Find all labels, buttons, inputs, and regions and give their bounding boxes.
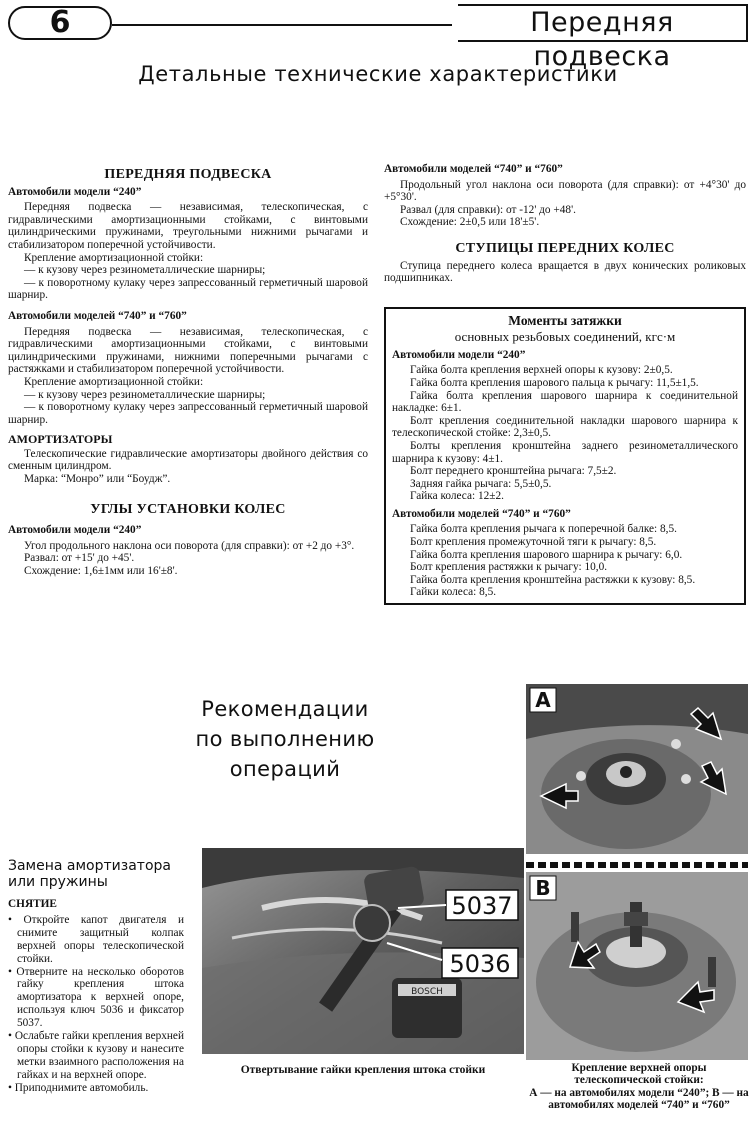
- subheading-240: Автомобили модели “240”: [8, 185, 142, 198]
- recommendations-title-line: операций: [229, 757, 341, 781]
- section-heading-hubs: СТУПИЦЫ ПЕРЕДНИХ КОЛЕС: [455, 240, 675, 256]
- panel-b-label: B: [535, 876, 551, 900]
- paragraph: Угол продольного наклона оси поворота (для справки): от +2 до +3°.: [24, 539, 355, 552]
- paragraph: Развал (для справки): от -12' до +48'.: [400, 203, 576, 216]
- paragraph: Ступица переднего колеса вращается в двух конических роликовых подшипниках.: [384, 259, 746, 285]
- label-5036: 5036: [449, 950, 511, 978]
- torque-item: Гайки колеса: 8,5.: [410, 586, 497, 599]
- paragraph: Крепление амортизационной стойки:: [24, 251, 204, 264]
- torque-item: Гайка колеса: 12±2.: [410, 490, 504, 503]
- subheading-240: Автомобили модели “240”: [8, 524, 142, 537]
- torque-item: Болты крепления кронштейна заднего резинометаллического шарнира к кузову: 4±1.: [392, 439, 738, 465]
- torque-item: Болт крепления соединительной накладки шарового шарнира к телескопической стойке: 2,3±0,5.: [392, 414, 738, 440]
- paragraph: Передняя подвеска — независимая, телескопическая, с гидравлическими амортизационными стойками, с винтовыми цилиндрическими пружинами, треугольными нижними рычагами и стабилизатором поперечной устойчивости.: [8, 201, 368, 251]
- photo-panel-a: [526, 684, 748, 854]
- paragraph: — к кузову через резинометаллические шарниры;: [24, 264, 266, 277]
- torque-title: Моменты затяжки: [508, 312, 622, 328]
- paragraph: — к поворотному кулаку через запрессованный герметичный шаровой шарнир.: [8, 401, 368, 426]
- recommendations-title-line: по выполнению: [195, 727, 375, 751]
- torque-item: Болт переднего кронштейна рычага: 7,5±2.: [410, 465, 617, 478]
- paragraph: Передняя подвеска — независимая, телескопическая, с гидравлическими амортизационными стойками, с винтовыми цилиндрическими пружинами, нижними поперечными рычагами с растяжками и стабилизатором поперечной устойчивости.: [8, 325, 368, 376]
- panel-a-label: A: [535, 688, 551, 712]
- main-photo-caption: Отвертывание гайки крепления штока стойки: [240, 1064, 486, 1076]
- torque-item: Болт крепления растяжки к рычагу: 10,0.: [410, 561, 608, 574]
- subheading-740: Автомобили моделей “740” и “760”: [8, 309, 187, 322]
- right-column: [384, 163, 746, 605]
- removal-subheading: СНЯТИЕ: [8, 898, 57, 910]
- torque-item: Гайка болта крепления шарового шарнира к соединительной накладке: 6±1.: [392, 389, 738, 415]
- torque-subtitle: основных резьбовых соединений, кгс·м: [454, 328, 676, 344]
- panel-separator: [526, 857, 748, 867]
- photo-bosch-text: BOSCH: [411, 987, 443, 997]
- subheading-740: Автомобили моделей “740” и “760”: [392, 507, 571, 520]
- paragraph: Продольный угол наклона оси поворота (для справки): от +4°30' до +5°30'.: [384, 178, 746, 204]
- paragraph: Марка: “Монро” или “Боудж”.: [24, 473, 171, 486]
- recommendations-title: [180, 694, 390, 784]
- section-heading-angles: УГЛЫ УСТАНОВКИ КОЛЕС: [90, 501, 286, 517]
- right-caption-line: Крепление верхней опоры телескопической стойки:: [571, 1062, 707, 1087]
- instruction-bullet: • Отверните на несколько оборотов гайку крепления штока амортизатора к верхней опоре, используя ключ 5036 и фиксатор 5037.: [8, 965, 184, 1030]
- paragraph: Схождение: 1,6±1мм или 16'±8'.: [24, 565, 178, 578]
- replacement-title-line: или пружины: [8, 874, 108, 890]
- torque-item: Гайка болта крепления шарового пальца к рычагу: 11,5±1,5.: [410, 376, 699, 389]
- paragraph: Развал: от +15' до +45'.: [24, 552, 135, 565]
- section-heading-shocks: АМОРТИЗАТОРЫ: [8, 432, 113, 447]
- photo-panel-b: [526, 872, 748, 1060]
- section-heading-suspension: ПЕРЕДНЯЯ ПОДВЕСКА: [104, 167, 272, 182]
- paragraph: — к поворотному кулаку через запрессованный герметичный шаровой шарнир.: [8, 276, 368, 302]
- replacement-title: [8, 858, 184, 890]
- page-title: Детальные технические характеристики: [138, 62, 618, 86]
- torque-item: Гайка болта крепления рычага к поперечной балке: 8,5.: [410, 523, 677, 536]
- torque-item: Болт крепления промежуточной тяги к рычагу: 8,5.: [410, 536, 657, 549]
- right-photo-caption: [528, 1062, 750, 1111]
- paragraph: Схождение: 2±0,5 или 18'±5'.: [400, 216, 540, 229]
- torque-item: Задняя гайка рычага: 5,5±0,5.: [410, 477, 552, 490]
- chapter-title: Передняя подвеска: [458, 4, 748, 42]
- chapter-number: 6: [8, 6, 112, 40]
- torque-item: Гайка болта крепления кронштейна растяжки к кузову: 8,5.: [410, 573, 696, 586]
- paragraph: Крепление амортизационной стойки:: [24, 375, 204, 388]
- replacement-title-line: Замена амортизатора: [8, 858, 171, 874]
- right-caption-line: А — на автомобилях модели “240”; В — на автомобилях моделей “740” и “760”: [529, 1086, 749, 1111]
- torque-item: Гайка болта крепления верхней опоры к кузову: 2±0,5.: [410, 364, 673, 377]
- header-rule: [112, 24, 452, 26]
- subheading-240: Автомобили модели “240”: [392, 348, 526, 361]
- instruction-bullet: • Откройте капот двигателя и снимите защитный колпак верхней опоры телескопической стойки.: [8, 913, 184, 965]
- subheading-740: Автомобили моделей “740” и “760”: [384, 163, 563, 175]
- left-column: [8, 163, 368, 578]
- paragraph: Телескопические гидравлические амортизаторы двойного действия со сменным цилиндром.: [8, 447, 368, 473]
- recommendations-title-line: Рекомендации: [201, 697, 369, 721]
- torque-box: [384, 307, 746, 605]
- torque-item: Гайка болта крепления шарового шарнира к рычагу: 6,0.: [410, 548, 683, 561]
- instruction-bullet: • Ослабьте гайки крепления верхней опоры стойки к кузову и нанесите метки взаимного расположения на гайках и на верхней опоре.: [8, 1030, 184, 1081]
- photo-strut-nut-removal: [202, 848, 524, 1054]
- paragraph: — к кузову через резинометаллические шарниры;: [24, 388, 266, 401]
- replacement-section: [8, 858, 184, 1095]
- instruction-bullet: • Приподнимите автомобиль.: [8, 1081, 149, 1094]
- label-5037: 5037: [451, 892, 513, 920]
